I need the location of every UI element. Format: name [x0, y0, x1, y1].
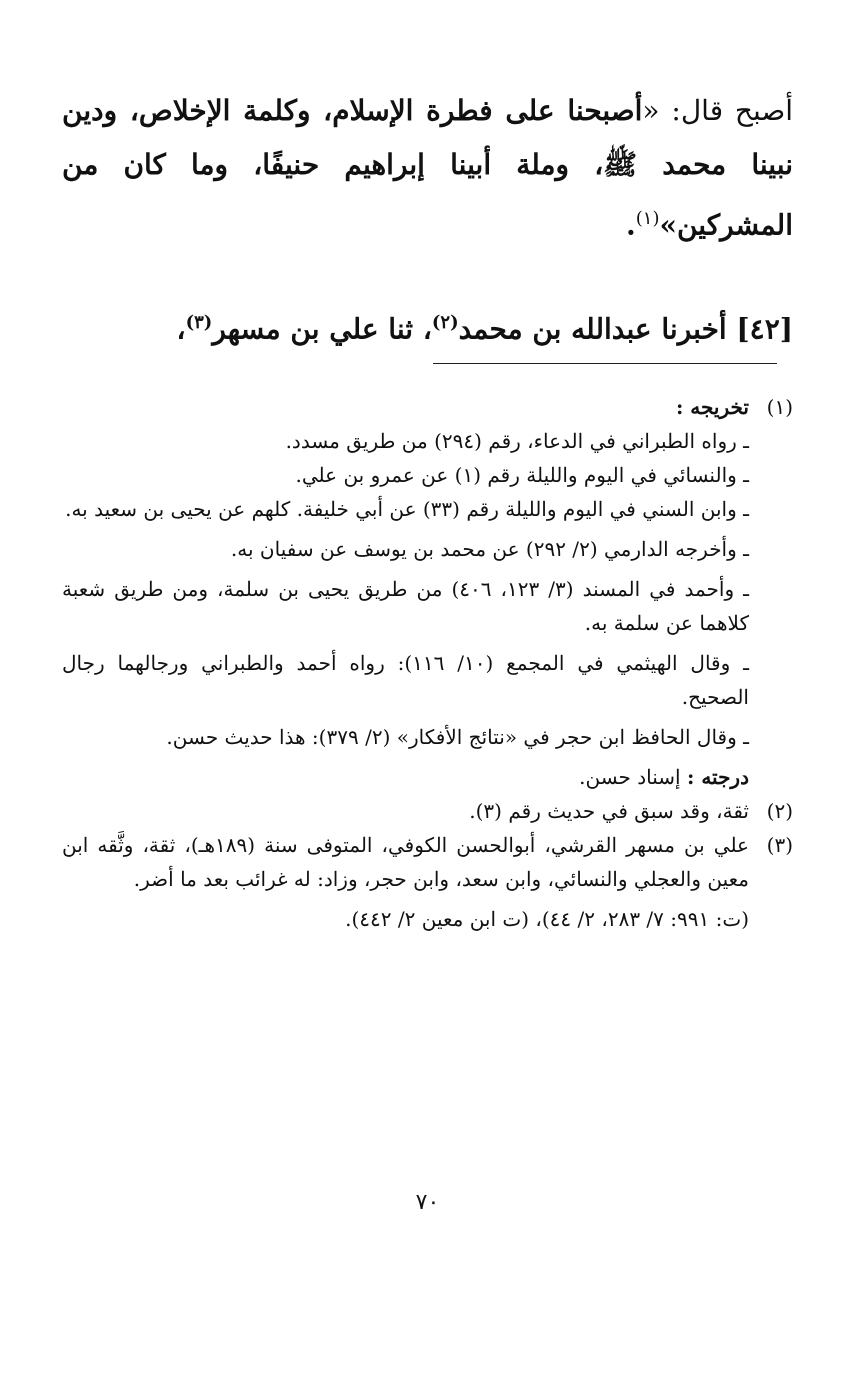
takhrij-line-6: ـ وقال الهيثمي في المجمع (١٠/ ١١٦): رواه أحمد والطبراني ورجالهما رجال الصحيح. — [62, 651, 749, 709]
takhrij-line-4: ـ وأخرجه الدارمي (٢/ ٢٩٢) عن محمد بن يوسف عن سفيان به. — [230, 537, 749, 561]
hadith-text-part3: ، — [176, 312, 186, 346]
main-text-block — [62, 84, 793, 252]
takhrij-line-5: ـ وأحمد في المسند (٣/ ١٢٣، ٤٠٦) من طريق يحيى بن سلمة، ومن طريق شعبة كلاهما عن سلمة به. — [62, 577, 749, 635]
takhrij-line-3: ـ وابن السني في اليوم والليلة رقم (٣٣) عن أبي خليفة. كلهم عن يحيى بن سعيد به. — [65, 497, 749, 521]
main-text-quote-line2: ودين نبينا محمد ﷺ، وملة أبينا إبراهيم حنيفًا، وما كان من — [62, 94, 793, 181]
hadith-heading — [62, 296, 793, 356]
main-text-quote-line3: المشركين» — [659, 208, 793, 242]
footnotes — [62, 390, 793, 936]
takhrij-line-7: ـ وقال الحافظ ابن حجر في «نتائج الأفكار» (٢/ ٣٧٩): هذا حديث حسن. — [166, 725, 749, 749]
main-text-intro: أصبح قال: « — [642, 94, 794, 127]
footnote-2 — [62, 794, 793, 828]
main-text-quote-line1: أصبحنا على فطرة الإسلام، وكلمة الإخلاص، — [129, 94, 643, 127]
takhrij-line-1: ـ رواه الطبراني في الدعاء، رقم (٢٩٤) من طريق مسدد. — [285, 429, 749, 453]
takhrij-title: تخريجه : — [675, 395, 749, 419]
footnote-separator — [433, 363, 777, 364]
footnote-body — [62, 794, 749, 828]
footnote-3-text: علي بن مسهر القرشي، أبوالحسن الكوفي، المتوفى سنة (١٨٩هـ)، ثقة، وثَّقه ابن معين والعجلي والنسائي، وابن سعد، وابن حجر، وزاد: له غرائب بعد ما أضر. — [62, 833, 749, 891]
footnote-number: (١) — [766, 395, 793, 419]
footnote-ref-3[interactable]: (٣) — [185, 312, 213, 333]
footnote-body — [62, 390, 749, 794]
hadith-text-part2: ، ثنا علي بن مسهر — [212, 312, 432, 346]
footnote-body — [62, 828, 749, 936]
hadith-number: [٤٢] — [736, 312, 793, 346]
footnote-number: (٢) — [766, 799, 793, 823]
footnote-ref-1[interactable]: (١) — [635, 208, 660, 229]
page-number: ٧٠ — [415, 1190, 440, 1215]
grade-line — [62, 760, 749, 794]
footnote-3-refs: (ت: ٩٩١: ٧/ ٢٨٣، ٢/ ٤٤)، (ت ابن معين ٢/ ٤٤٢). — [345, 907, 749, 931]
grade-value: إسناد حسن. — [579, 765, 681, 789]
footnote-number: (٣) — [766, 833, 793, 857]
footnote-ref-2[interactable]: (٢) — [431, 312, 459, 333]
footnote-3 — [62, 828, 793, 936]
footnote-2-text: ثقة، وقد سبق في حديث رقم (٣). — [469, 799, 749, 823]
takhrij-line-2: ـ والنسائي في اليوم والليلة رقم (١) عن عمرو بن علي. — [295, 463, 749, 487]
grade-label: درجته : — [686, 765, 749, 789]
footnote-1 — [62, 390, 793, 794]
main-text-end: . — [625, 208, 636, 242]
hadith-text-part1: أخبرنا عبدالله بن محمد — [458, 312, 737, 346]
